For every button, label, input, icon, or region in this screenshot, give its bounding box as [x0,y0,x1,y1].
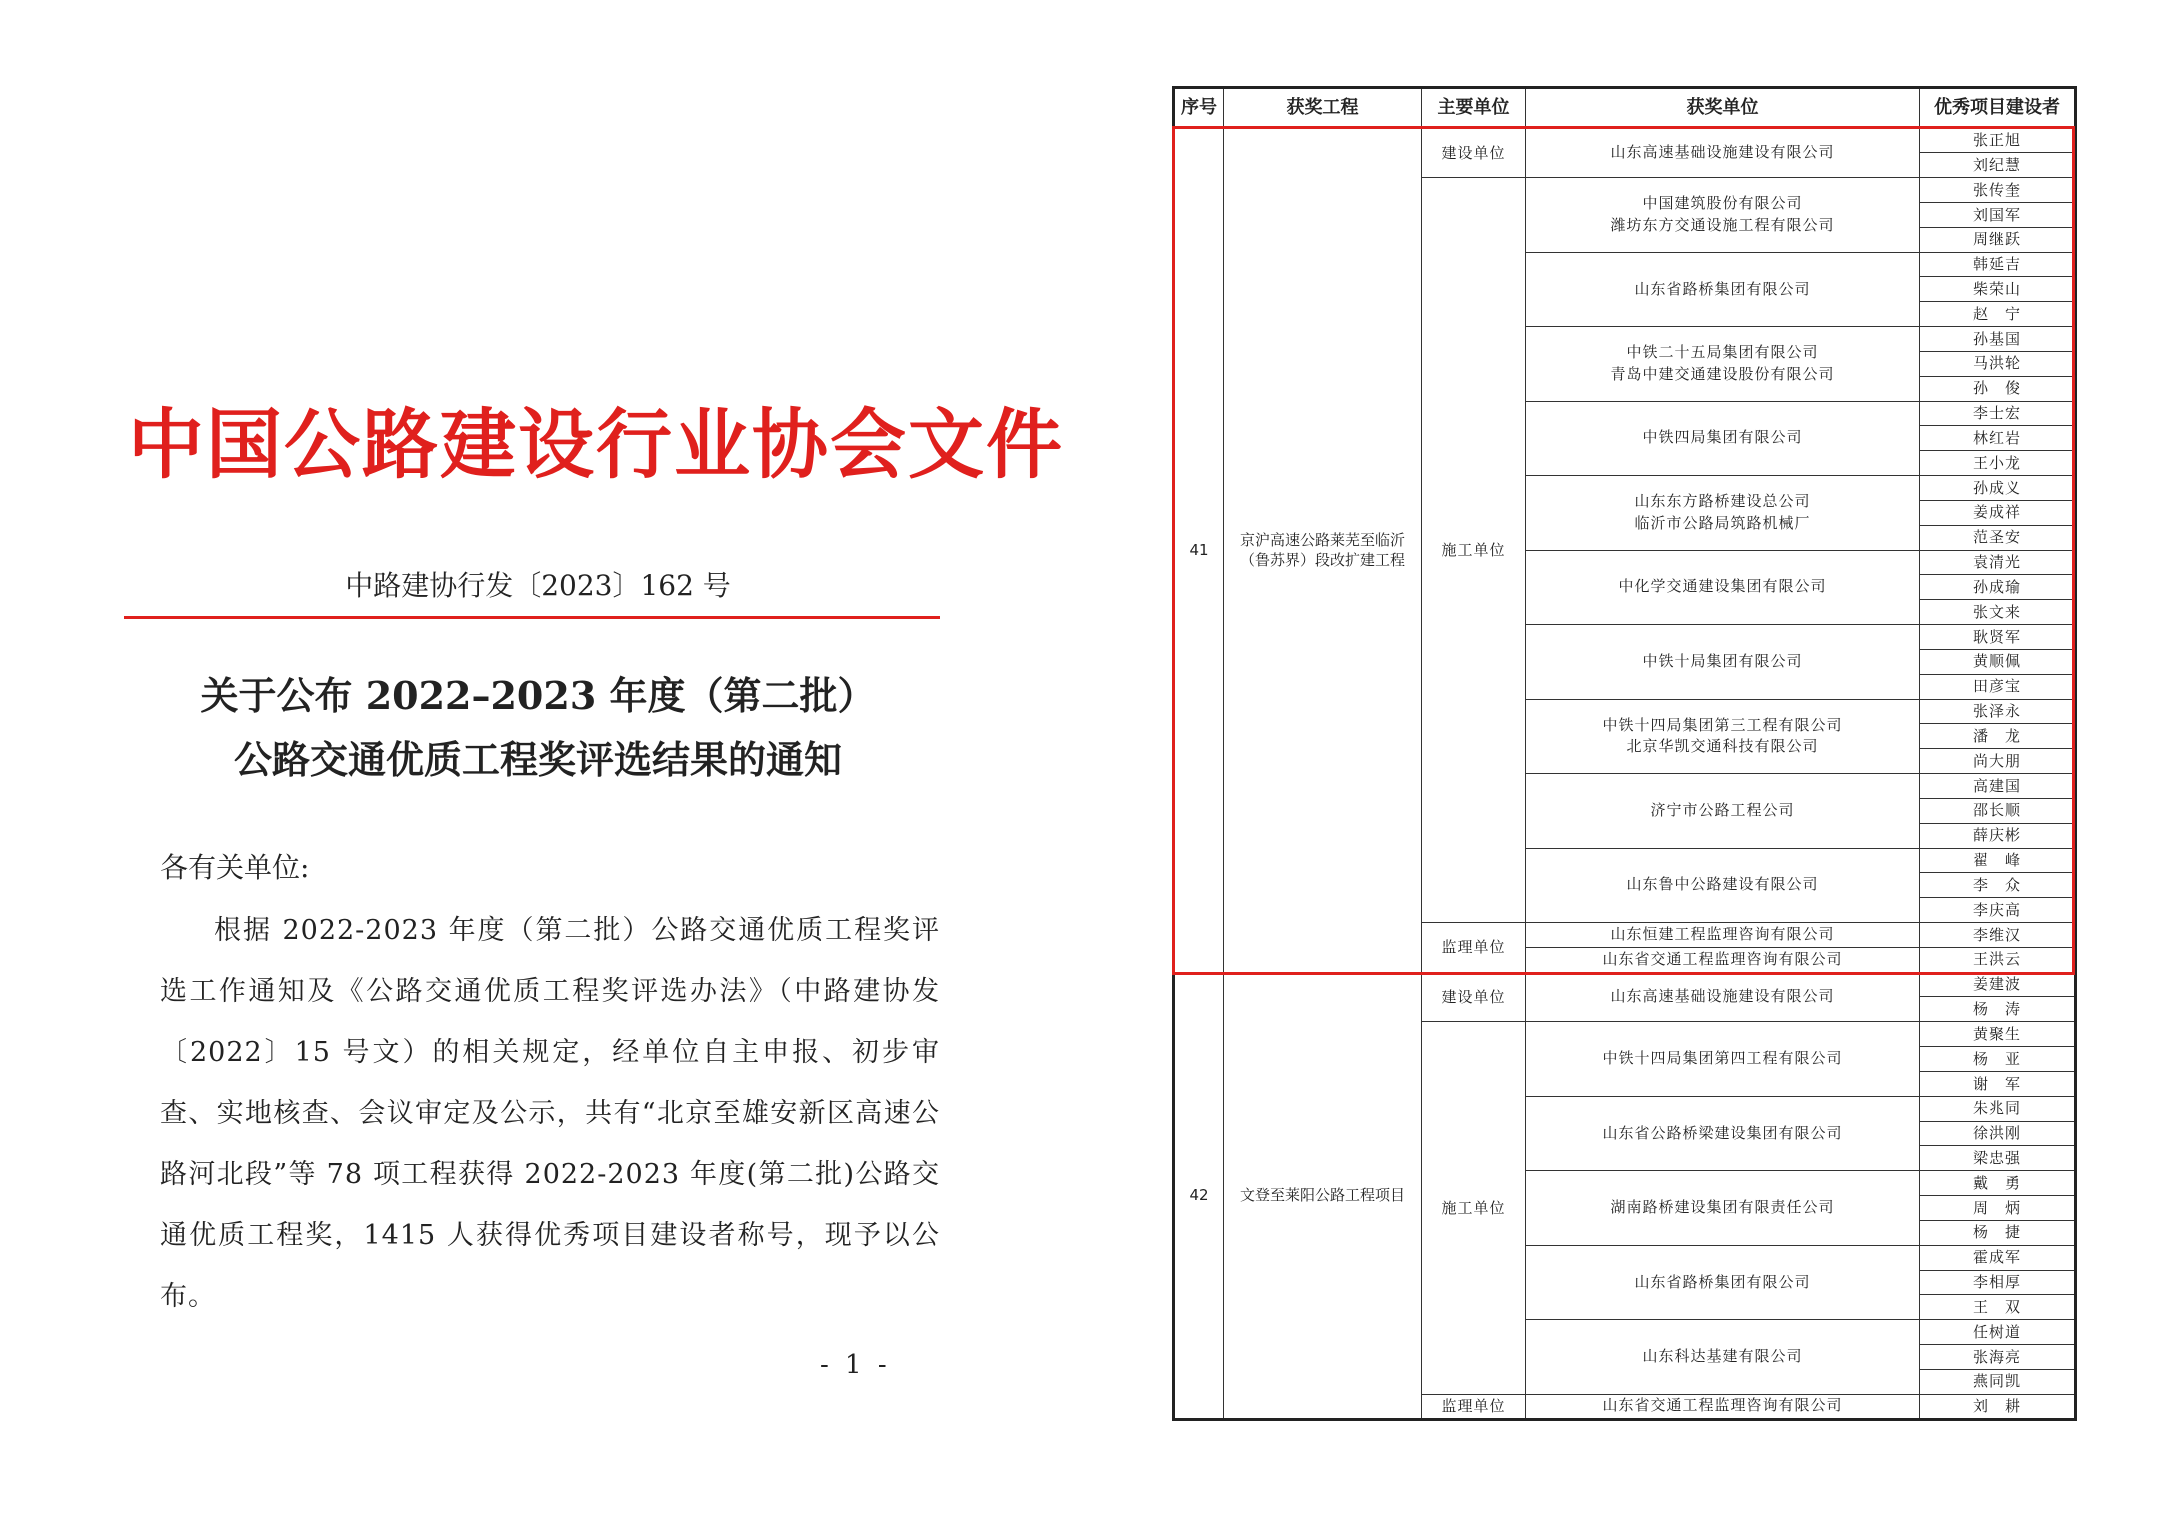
builder-name: 李维汉 [1920,923,2076,948]
builder-name: 赵 宁 [1920,302,2076,327]
builder-name: 张传奎 [1920,178,2076,203]
builder-name: 孙基国 [1920,327,2076,352]
unit-name: 山东省交通工程监理咨询有限公司 [1526,1394,1920,1419]
unit-name: 湖南路桥建设集团有限责任公司 [1526,1171,1920,1245]
builder-name: 柴荣山 [1920,277,2076,302]
builder-name: 张海亮 [1920,1345,2076,1370]
builder-name: 李士宏 [1920,401,2076,426]
builder-name: 杨 亚 [1920,1047,2076,1072]
salutation: 各有关单位: [160,851,310,884]
builder-name: 霍成军 [1920,1245,2076,1270]
project-name: 京沪高速公路莱芜至临沂（鲁苏界）段改扩建工程 [1224,128,1422,972]
builder-name: 杨 捷 [1920,1220,2076,1245]
builder-name: 张文来 [1920,600,2076,625]
page-number: - 1 - [820,1350,891,1380]
unit-name: 山东东方路桥建设总公司 临沂市公路局筑路机械厂 [1526,476,1920,550]
builder-name: 谢 军 [1920,1071,2076,1096]
unit-name: 山东高速基础设施建设有限公司 [1526,972,1920,1022]
unit-name: 中铁十局集团有限公司 [1526,625,1920,699]
unit-name: 山东省路桥集团有限公司 [1526,252,1920,326]
builder-name: 薛庆彬 [1920,823,2076,848]
entry-number: 42 [1174,972,1224,1419]
builder-name: 邵长顺 [1920,798,2076,823]
builder-name: 燕同凯 [1920,1369,2076,1394]
builder-name: 刘 耕 [1920,1394,2076,1419]
builder-name: 姜建波 [1920,972,2076,997]
builder-name: 孙 俊 [1920,376,2076,401]
builder-name: 周继跃 [1920,227,2076,252]
builder-name: 张泽永 [1920,699,2076,724]
entry-number: 41 [1174,128,1224,972]
role-name: 建设单位 [1422,128,1526,178]
unit-name: 山东科达基建有限公司 [1526,1320,1920,1394]
unit-name: 中化学交通建设集团有限公司 [1526,550,1920,624]
builder-name: 王洪云 [1920,947,2076,972]
role-name: 监理单位 [1422,1394,1526,1419]
header-no: 序号 [1174,88,1224,129]
doc-number: 中路建协行发〔2023〕162 号 [345,569,731,602]
award-table [1172,86,2077,1421]
builder-name: 田彦宝 [1920,674,2076,699]
header-builder: 优秀项目建设者 [1920,88,2076,129]
header-project: 获奖工程 [1224,88,1422,129]
table-row [1174,128,2076,153]
unit-name: 山东省公路桥梁建设集团有限公司 [1526,1096,1920,1170]
builder-name: 翟 峰 [1920,848,2076,873]
builder-name: 李庆高 [1920,898,2076,923]
unit-name: 山东鲁中公路建设有限公司 [1526,848,1920,922]
builder-name: 戴 勇 [1920,1171,2076,1196]
builder-name: 潘 龙 [1920,724,2076,749]
builder-name: 袁清光 [1920,550,2076,575]
unit-name: 山东高速基础设施建设有限公司 [1526,128,1920,178]
unit-name: 济宁市公路工程公司 [1526,774,1920,848]
unit-name: 中铁十四局集团第四工程有限公司 [1526,1022,1920,1096]
builder-name: 刘国军 [1920,202,2076,227]
red-divider [124,616,940,619]
builder-name: 黄顺佩 [1920,649,2076,674]
project-name: 文登至莱阳公路工程项目 [1224,972,1422,1419]
builder-name: 高建国 [1920,774,2076,799]
notice-title-line1: 关于公布 2022–2023 年度（第二批） [200,673,876,718]
builder-name: 刘纪慧 [1920,153,2076,178]
builder-name: 孙成义 [1920,476,2076,501]
org-title: 中国公路建设行业协会文件 [128,400,1064,489]
builder-name: 林红岩 [1920,426,2076,451]
role-name: 监理单位 [1422,923,1526,973]
header-unit: 获奖单位 [1526,88,1920,129]
role-name: 施工单位 [1422,1022,1526,1394]
table-body [1174,128,2076,1420]
role-name: 施工单位 [1422,178,1526,923]
builder-name: 马洪轮 [1920,351,2076,376]
builder-name: 耿贤军 [1920,625,2076,650]
notice-body: 根据 2022-2023 年度（第二批）公路交通优质工程奖评选工作通知及《公路交通优质工程奖评选办法》（中路建协发〔2022〕15 号文）的相关规定，经单位自主申报、初步审查、实地核查、会议审定及公示，共有“北京至雄安新区高速公路河北段”等 78 项工程获得 2022-2023 年度(第二批)公路交通优质工程奖，1415 人获得优秀项目建设者称号，现予以公布。 [160,915,940,1312]
role-name: 建设单位 [1422,972,1526,1022]
builder-name: 黄聚生 [1920,1022,2076,1047]
builder-name: 范圣安 [1920,525,2076,550]
builder-name: 尚大朋 [1920,749,2076,774]
unit-name: 中国建筑股份有限公司 潍坊东方交通设施工程有限公司 [1526,178,1920,252]
notice-title [128,664,948,792]
builder-name: 孙成瑜 [1920,575,2076,600]
builder-name: 王小龙 [1920,451,2076,476]
builder-name: 梁忠强 [1920,1146,2076,1171]
builder-name: 任树道 [1920,1320,2076,1345]
builder-name: 朱兆同 [1920,1096,2076,1121]
builder-name: 姜成祥 [1920,500,2076,525]
award-list-page [1080,0,2160,1526]
builder-name: 李相厚 [1920,1270,2076,1295]
builder-name: 杨 涛 [1920,997,2076,1022]
unit-name: 山东省路桥集团有限公司 [1526,1245,1920,1319]
builder-name: 徐洪刚 [1920,1121,2076,1146]
unit-name: 山东省交通工程监理咨询有限公司 [1526,947,1920,972]
header-role: 主要单位 [1422,88,1526,129]
unit-name: 中铁十四局集团第三工程有限公司 北京华凯交通科技有限公司 [1526,699,1920,773]
builder-name: 张正旭 [1920,128,2076,153]
builder-name: 周 炳 [1920,1196,2076,1221]
unit-name: 中铁二十五局集团有限公司 青岛中建交通建设股份有限公司 [1526,327,1920,401]
notice-title-line2: 公路交通优质工程奖评选结果的通知 [233,737,842,782]
unit-name: 山东恒建工程监理咨询有限公司 [1526,923,1920,948]
builder-name: 韩延吉 [1920,252,2076,277]
table-row [1174,972,2076,997]
builder-name: 李 众 [1920,873,2076,898]
table-header-row [1174,88,2076,129]
builder-name: 王 双 [1920,1295,2076,1320]
unit-name: 中铁四局集团有限公司 [1526,401,1920,475]
